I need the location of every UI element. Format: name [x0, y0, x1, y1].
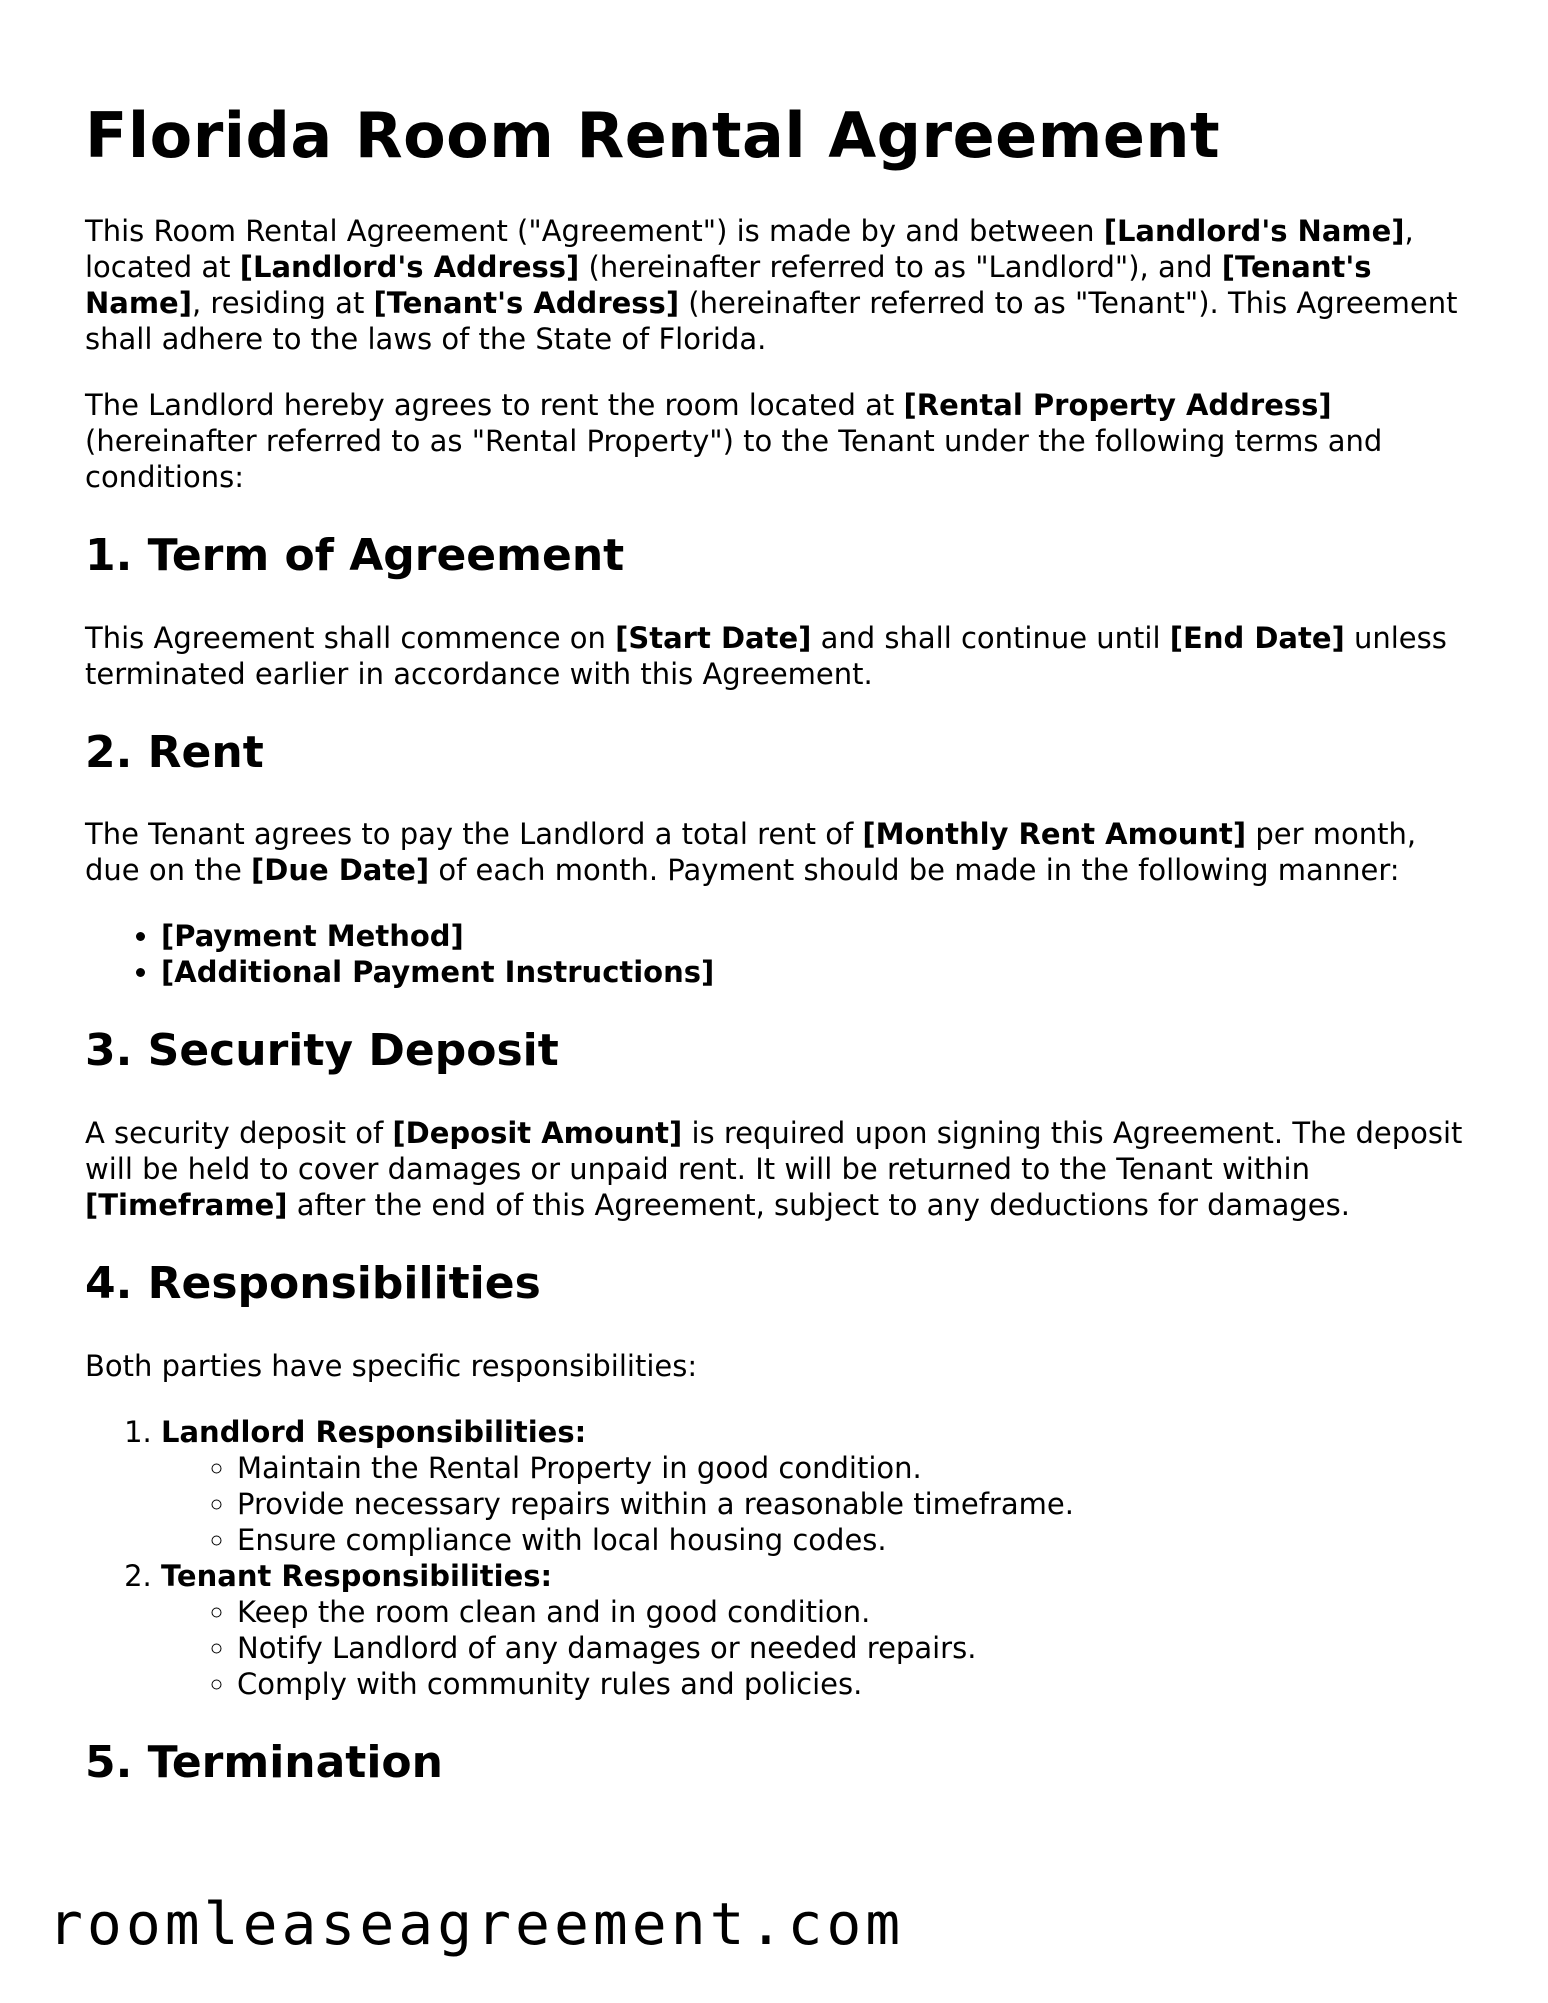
- landlord-address-placeholder: [Landlord's Address]: [239, 250, 580, 285]
- end-date-placeholder: [End Date]: [1169, 620, 1345, 655]
- watermark-text: roomleaseagreement.com: [48, 1890, 905, 1958]
- intro-paragraph: This Room Rental Agreement ("Agreement") is made by and between [Landlord's Name], located at [Landlord's Address] (hereinafter referred to as "Landlord"), and [Tenant's Name], residing at [Tenant's Address] (hereinafter referred to as "Tenant"). This Agreement shall adhere to the laws of the State of Florida.: [85, 214, 1458, 357]
- list-item: ◦ Notify Landlord of any damages or needed repairs.: [237, 1630, 1465, 1666]
- rent-paragraph: The Tenant agrees to pay the Landlord a total rent of [Monthly Rent Amount] per month, due on the [Due Date] of each month. Payment should be made in the following manner:: [85, 817, 1417, 888]
- document-page: [85, 100, 1465, 1826]
- property-address-placeholder: [Rental Property Address]: [903, 388, 1332, 423]
- responsibilities-list: [85, 1414, 1465, 1702]
- list-item: ◦ Provide necessary repairs within a reasonable timeframe.: [237, 1486, 1465, 1522]
- section-term-heading: 1. Term of Agreement: [85, 530, 625, 582]
- property-paragraph: The Landlord hereby agrees to rent the room located at [Rental Property Address] (hereinafter referred to as "Rental Property") to the Tenant under the following terms and conditions:: [85, 388, 1383, 495]
- section-responsibilities-heading: 4. Responsibilities: [85, 1258, 541, 1310]
- landlord-name-placeholder: [Landlord's Name]: [1103, 214, 1405, 249]
- list-item: [161, 1558, 1465, 1702]
- landlord-responsibilities-sublist: [161, 1450, 1465, 1558]
- list-item: ◦ Keep the room clean and in good condition.: [237, 1594, 1465, 1630]
- landlord-responsibilities-label: Landlord Responsibilities:: [161, 1414, 587, 1449]
- section-termination-heading: 5. Termination: [85, 1736, 443, 1788]
- list-item: • [Additional Payment Instructions]: [161, 954, 1465, 990]
- tenant-address-placeholder: [Tenant's Address]: [373, 286, 680, 321]
- document-title: Florida Room Rental Agreement: [85, 99, 1221, 172]
- section-deposit-heading: 3. Security Deposit: [85, 1025, 559, 1077]
- payment-methods-list: [85, 918, 1465, 990]
- list-item: • [Payment Method]: [161, 918, 1465, 954]
- deposit-amount-placeholder: [Deposit Amount]: [392, 1116, 683, 1151]
- tenant-responsibilities-label: Tenant Responsibilities:: [161, 1558, 553, 1593]
- list-item: ◦ Comply with community rules and policies.: [237, 1666, 1465, 1702]
- term-paragraph: This Agreement shall commence on [Start Date] and shall continue until [End Date] unless terminated earlier in accordance with this Agreement.: [85, 620, 1447, 691]
- rent-amount-placeholder: [Monthly Rent Amount]: [862, 817, 1247, 852]
- list-item: [161, 1414, 1465, 1558]
- due-date-placeholder: [Due Date]: [251, 853, 430, 888]
- deposit-paragraph: A security deposit of [Deposit Amount] is required upon signing this Agreement. The deposit will be held to cover damages or unpaid rent. It will be returned to the Tenant within [Timeframe] after the end of this Agreement, subject to any deductions for damages.: [85, 1116, 1463, 1223]
- tenant-name-placeholder: [Tenant's Name]: [85, 250, 1372, 321]
- start-date-placeholder: [Start Date]: [615, 620, 812, 655]
- timeframe-placeholder: [Timeframe]: [85, 1188, 288, 1223]
- list-item: ◦ Ensure compliance with local housing codes.: [237, 1522, 1465, 1558]
- list-item: ◦ Maintain the Rental Property in good condition.: [237, 1450, 1465, 1486]
- section-rent-heading: 2. Rent: [85, 726, 264, 778]
- tenant-responsibilities-sublist: [161, 1594, 1465, 1702]
- responsibilities-intro: Both parties have specific responsibilities:: [85, 1348, 698, 1383]
